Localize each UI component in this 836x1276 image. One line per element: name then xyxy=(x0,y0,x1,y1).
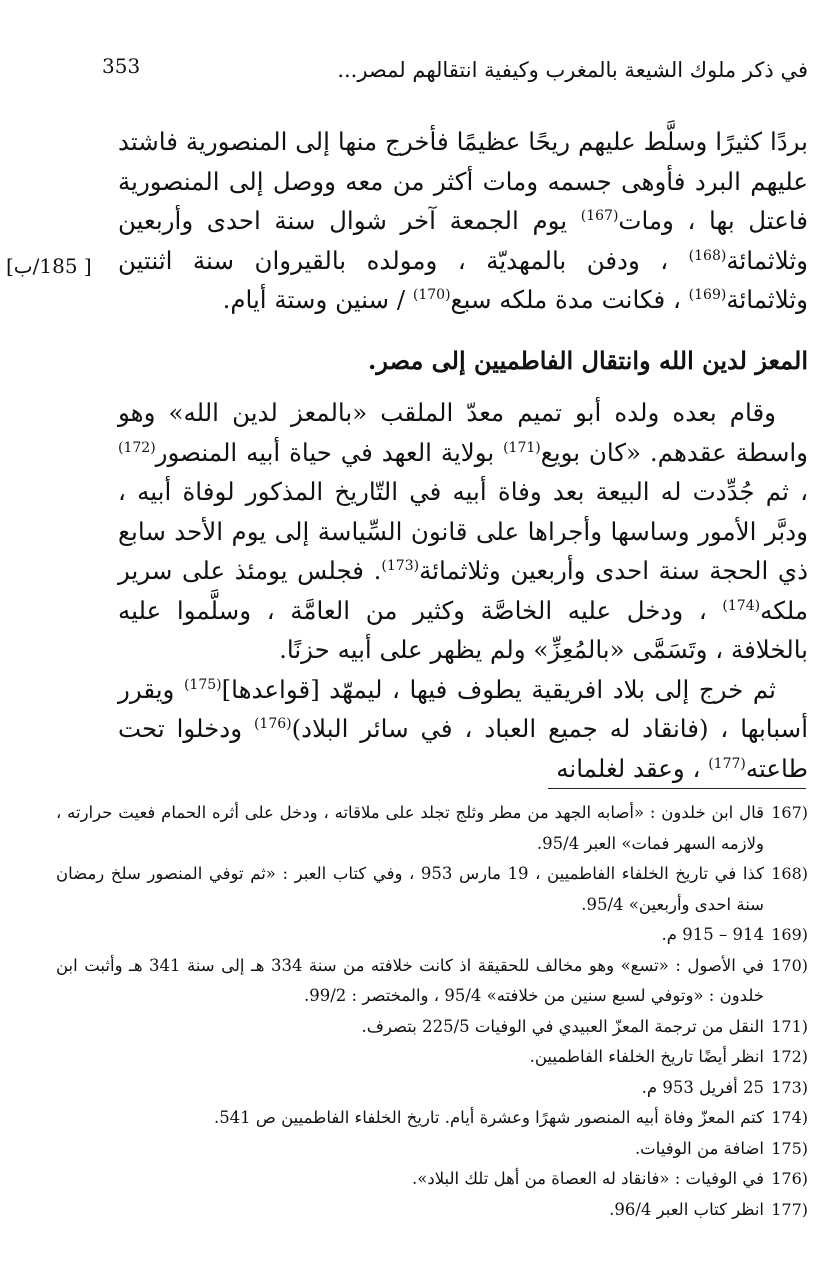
footnote-text: في الأصول : «تسع» وهو مخالف للحقيقة اذ كانت خلافته من سنة 334 هـ إلى سنة 341 هـ وأثبت ابن خلدون : «وتوفي لسبع سنين من خلافته» 95/4 ، والمختصر : 99/2. xyxy=(56,955,764,1005)
footnote xyxy=(56,859,808,920)
footnote-ref[interactable]: (172) xyxy=(118,439,156,456)
body-block-2 xyxy=(118,393,808,788)
footnote-number: 177) xyxy=(771,1199,808,1219)
manuscript-folio-marker: [ 185/ب] xyxy=(6,254,92,278)
footnotes xyxy=(56,798,808,1225)
footnote xyxy=(56,1073,808,1104)
text-run: . فجلس يومئذ على سرير ملكه xyxy=(118,556,808,625)
footnote-number: 169) xyxy=(771,925,808,944)
footnote xyxy=(56,920,808,951)
footnote-text: 914 – 915 م. xyxy=(661,925,764,944)
footnote-ref[interactable]: (176) xyxy=(253,715,292,732)
section-heading: المعز لدين الله وانتقال الفاطميين إلى مصر. xyxy=(368,346,808,375)
footnote xyxy=(56,798,808,859)
text-run: بولاية العهد في حياة أبيه المنصور xyxy=(155,437,504,467)
body-block-1 xyxy=(118,122,808,320)
footnote xyxy=(56,1195,808,1226)
text-run: ، وعقد لغلمانه xyxy=(556,753,709,783)
footnote-ref[interactable]: (168) xyxy=(688,247,727,264)
footnote-text: كتم المعزّ وفاة أبيه المنصور شهرًا وعشرة أيام. تاريخ الخلفاء الفاطميين ص 541. xyxy=(213,1108,764,1127)
footnote-text: النقل من ترجمة المعزّ العبيدي في الوفيات 225/5 بتصرف. xyxy=(361,1016,764,1036)
footnote-number: 170) xyxy=(771,955,808,975)
footnote-text: كذا في تاريخ الخلفاء الفاطميين ، 19 مارس 953 ، وفي كتاب العبر : «ثم توفي المنصور سلخ رمضان سنة احدى وأربعين» 95/4. xyxy=(56,864,764,914)
text-run: ، ثم جُدِّدت له البيعة بعد وفاة أبيه في التّاريخ المذكور لوفاة أبيه ، ودبَّر الأمور وساسها وأجراها على قانون السِّياسة إلى يوم الأحد سابع ذي الحجة سنة احدى وأربعين وثلاثمائة xyxy=(118,477,809,585)
footnote-text: انظر أيضًا تاريخ الخلفاء الفاطميين. xyxy=(529,1047,764,1066)
footnote-ref[interactable]: (173) xyxy=(381,557,420,574)
footnote-text: قال ابن خلدون : «أصابه الجهد من مطر وثلج تجلد على ملاقاته ، ودخل على أثره الحمام فعيت حرارته ، ولازمه السهر فمات» العبر 95/4. xyxy=(56,803,764,853)
footnote xyxy=(56,1164,808,1195)
text-run: ، ودخل عليه الخاصَّة وكثير من العامَّة ، وسلَّموا عليه بالخلافة ، وتَسَمَّى «بالمُعِزِّ» ولم يظهر على أبيه حزنًا. xyxy=(118,595,808,664)
footnote-ref[interactable]: (175) xyxy=(183,676,222,693)
footnote xyxy=(56,1103,808,1134)
text-run: / سنين وستة أيام. xyxy=(222,285,413,314)
footnote-number: 172) xyxy=(771,1047,808,1066)
text-run: ثم خرج إلى بلاد افريقية يطوف فيها ، ليمهّد [قواعدها] xyxy=(221,674,776,704)
footnote xyxy=(56,1042,808,1073)
text-run: ، فكانت مدة ملكه سبع xyxy=(450,285,689,314)
footnote-number: 176) xyxy=(771,1169,808,1188)
footnote-number: 167) xyxy=(771,803,808,822)
running-head: في ذكر ملوك الشيعة بالمغرب وكيفية انتقالهم لمصر... xyxy=(337,58,808,82)
footnote-text: اضافة من الوفيات. xyxy=(634,1138,764,1158)
footnote-text: انظر كتاب العبر 96/4. xyxy=(609,1199,764,1219)
text-run: بردًا كثيرًا وسلَّط عليهم ريحًا عظيمًا فأخرج منها إلى المنصورية فاشتد عليهم البرد فأوهى جسمه ومات أكثر من معه ووصل إلى المنصورية فاعتل بها ، ومات xyxy=(118,127,809,235)
page-number: 353 xyxy=(102,54,141,78)
paragraph xyxy=(118,122,808,320)
footnote xyxy=(56,951,808,1012)
paragraph xyxy=(118,393,808,670)
footnote-separator xyxy=(548,788,806,789)
footnote xyxy=(56,1012,808,1043)
footnote-ref[interactable]: (177) xyxy=(708,755,746,772)
footnote-text: في الوفيات : «فانقاد له العصاة من أهل تلك البلاد». xyxy=(412,1169,764,1188)
footnote-number: 168) xyxy=(771,864,808,883)
text-run: ، ودفن بالمهديّة ، ومولده بالقيروان سنة اثنتين وثلاثمائة xyxy=(118,245,808,314)
page-header xyxy=(100,52,808,92)
footnote-text: 25 أفريل 953 م. xyxy=(641,1077,764,1097)
footnote xyxy=(56,1134,808,1165)
text-run: ويقرر أسبابها ، (فانقاد له جميع العباد ، في سائر البلاد) xyxy=(118,674,808,743)
footnote-ref[interactable]: (169) xyxy=(688,286,727,303)
text-run: ودخلوا تحت طاعته xyxy=(118,714,808,783)
text-run: يوم الجمعة آخر شوال سنة احدى وأربعين وثلاثمائة xyxy=(118,206,808,275)
paragraph xyxy=(118,670,808,789)
footnote-ref[interactable]: (171) xyxy=(503,439,541,456)
footnote-number: 173) xyxy=(771,1077,808,1097)
footnote-ref[interactable]: (174) xyxy=(722,597,761,614)
footnote-number: 171) xyxy=(771,1016,808,1036)
footnote-number: 175) xyxy=(771,1138,808,1158)
footnote-ref[interactable]: (170) xyxy=(412,286,451,303)
text-run: وقام بعده ولده أبو تميم معدّ الملقب «بالمعز لدين الله» وهو واسطة عقدهم. «كان بويع xyxy=(118,398,809,467)
footnote-ref[interactable]: (167) xyxy=(580,207,619,224)
footnote-number: 174) xyxy=(771,1108,808,1127)
